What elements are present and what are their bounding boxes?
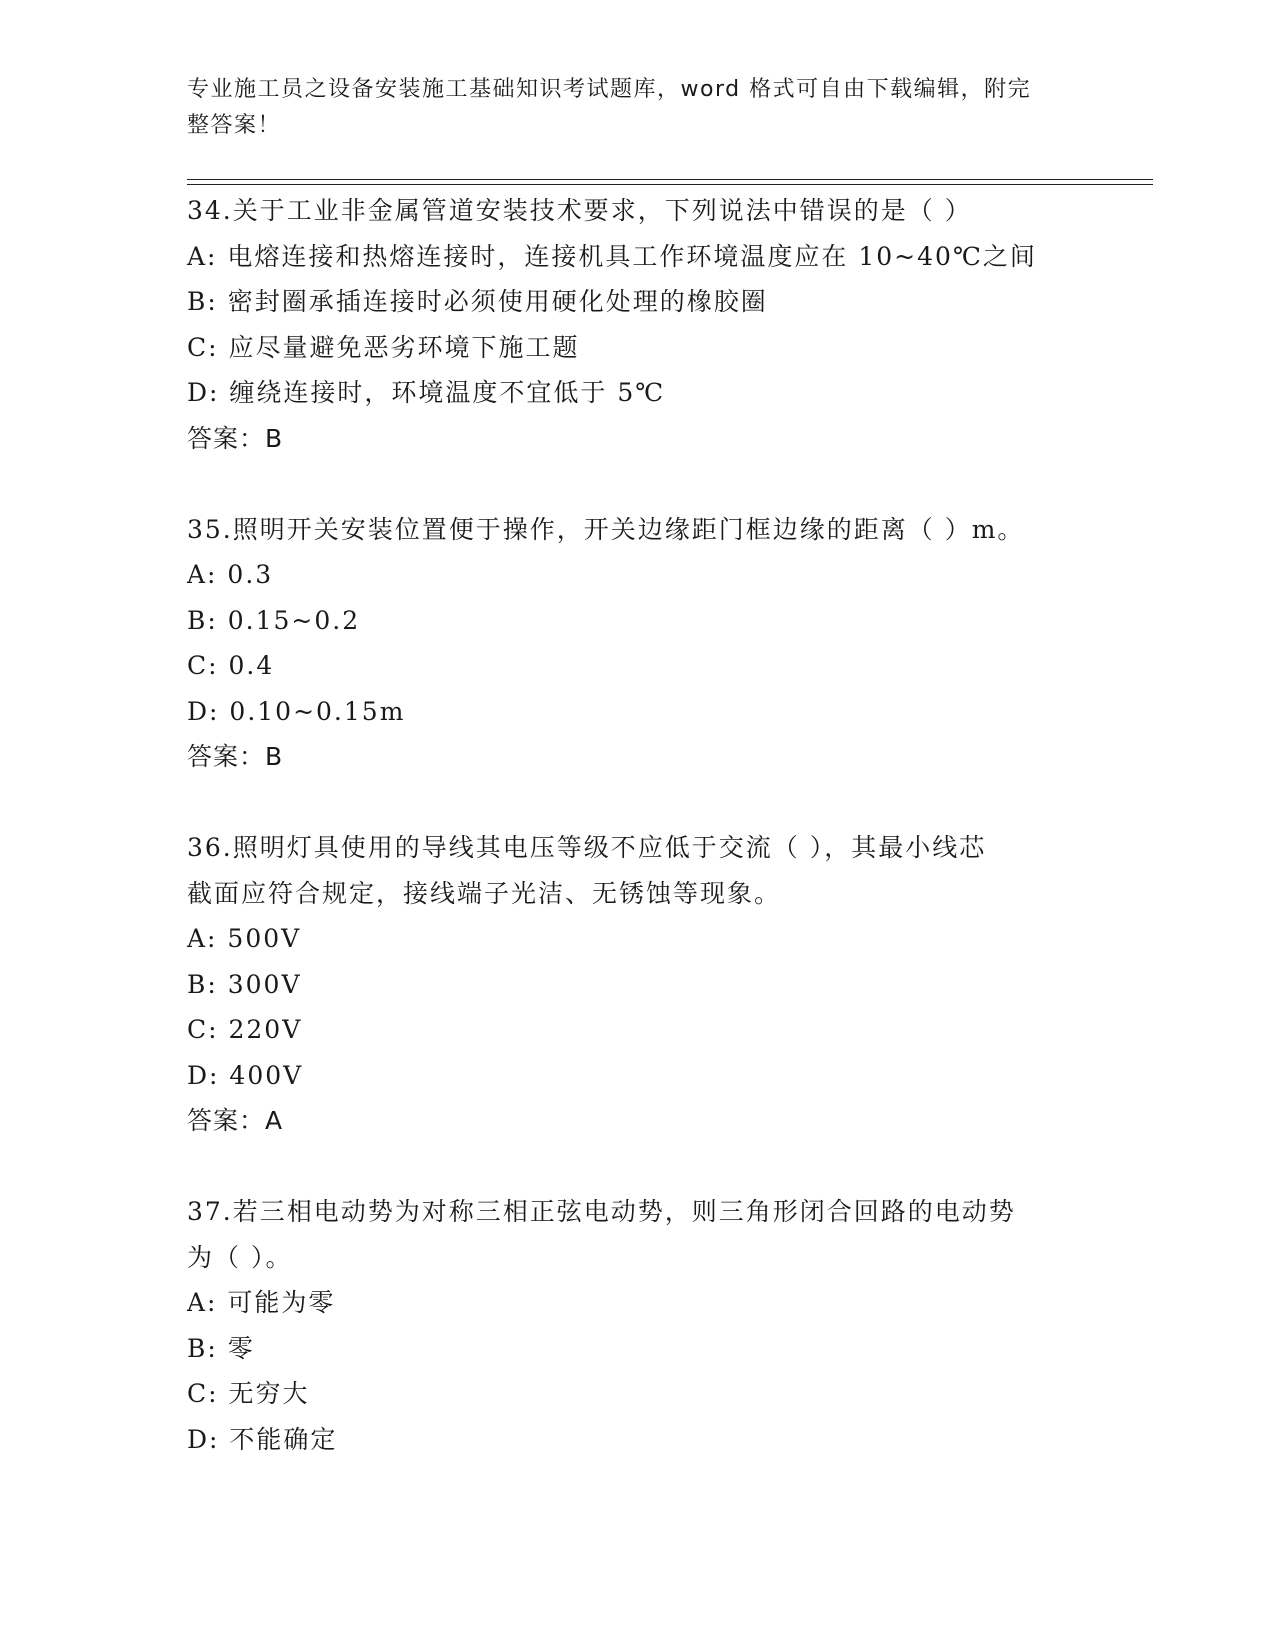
question-spacer — [187, 1144, 1137, 1190]
question-37 — [187, 1189, 1137, 1462]
question-stem: 34.关于工业非金属管道安装技术要求，下列说法中错误的是（ ） — [187, 196, 972, 225]
header-line-2: 整答案！ — [187, 113, 282, 138]
question-spacer — [187, 461, 1137, 507]
question-stem: 37.若三相电动势为对称三相正弦电动势，则三角形闭合回路的电动势 — [187, 1197, 1016, 1226]
header-divider-top — [187, 179, 1153, 180]
question-stem: 36.照明灯具使用的导线其电压等级不应低于交流（ ），其最小线芯 — [187, 833, 987, 862]
answer-line: 答案：A — [187, 1106, 284, 1135]
option-a: A: 可能为零 — [187, 1288, 336, 1317]
option-b: B: 0.15~0.2 — [187, 605, 361, 635]
document-header — [187, 72, 1067, 144]
option-c: C: 无穷大 — [187, 1379, 310, 1408]
option-b: B: 零 — [187, 1333, 255, 1363]
option-b: B: 300V — [187, 969, 302, 999]
question-stem-continued: 为（ ）。 — [187, 1242, 293, 1272]
question-list — [187, 188, 1137, 1462]
question-34 — [187, 188, 1137, 461]
option-c: C: 220V — [187, 1015, 303, 1044]
option-c: C: 0.4 — [187, 651, 275, 680]
question-stem-continued: 截面应符合规定，接线端子光洁、无锈蚀等现象。 — [187, 878, 782, 908]
option-d: D: 400V — [187, 1060, 304, 1090]
option-d: D: 不能确定 — [187, 1424, 338, 1454]
option-a: A: 500V — [187, 924, 302, 953]
option-d: D: 缠绕连接时，环境温度不宜低于 5℃ — [187, 378, 666, 407]
question-36 — [187, 825, 1137, 1144]
answer-line: 答案：B — [187, 423, 284, 453]
option-a: A: 0.3 — [187, 560, 274, 589]
question-stem: 35.照明开关安装位置便于操作，开关边缘距门框边缘的距离（ ）m。 — [187, 514, 1025, 544]
option-d: D: 0.10~0.15m — [187, 696, 406, 726]
option-b: B: 密封圈承插连接时必须使用硬化处理的橡胶圈 — [187, 287, 768, 316]
answer-line: 答案：B — [187, 742, 284, 771]
option-c: C: 应尽量避免恶劣环境下施工题 — [187, 332, 580, 362]
option-a: A: 电熔连接和热熔连接时，连接机具工作环境温度应在 10~40℃之间 — [187, 241, 1037, 271]
question-35 — [187, 507, 1137, 780]
question-spacer — [187, 780, 1137, 826]
header-line-1: 专业施工员之设备安装施工基础知识考试题库，word 格式可自由下载编辑，附完 — [187, 77, 1032, 102]
header-divider-bottom — [187, 184, 1153, 185]
